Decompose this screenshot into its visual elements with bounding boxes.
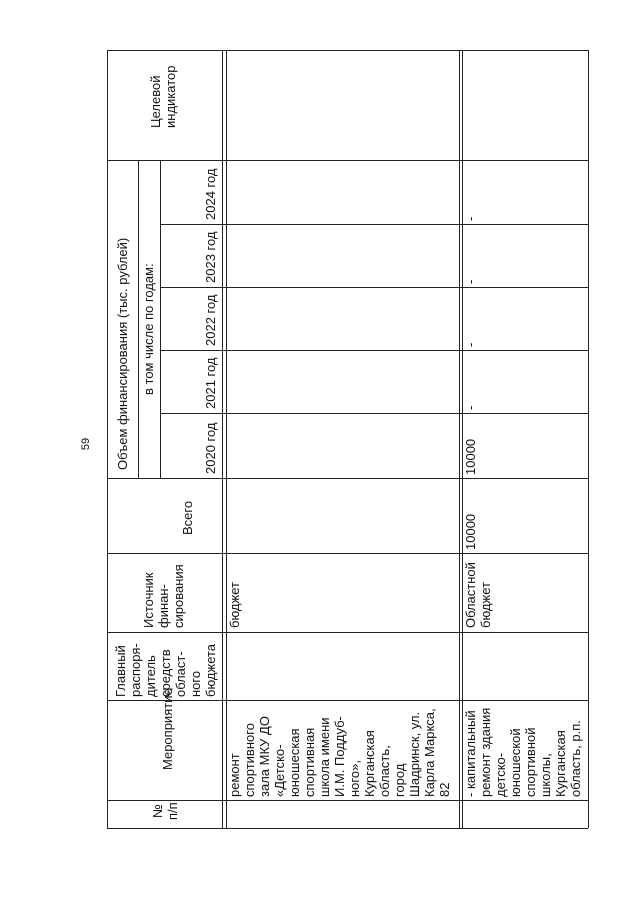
row1-measure: Карла Маркса, [422,708,437,797]
row2-measure: ремонт здания [478,707,493,797]
row2-year-2022: - [463,342,478,347]
row1-measure: зала МКУ ДО [257,716,272,797]
header-source: финан- [156,584,171,628]
table-border-bottom [107,828,588,829]
header-manager: средств [158,649,173,697]
header-manager: распоря- [128,643,143,697]
row1-measure: школа имени [317,717,332,797]
row2-year-2021: - [463,405,478,410]
col-divider-source [107,553,588,554]
row1-measure: спортивного [242,723,257,797]
volume-subheader-line [138,160,139,478]
col-divider-2021 [160,350,588,351]
row1-measure: ного», [347,760,362,797]
row1-measure: город [392,763,407,797]
row2-measure: - капитальный [463,710,478,797]
row2-total: 10000 [463,513,478,550]
row2-source: Областной [463,562,478,628]
row1-measure: область, [377,745,392,797]
row1-measure: спортивная [302,727,317,797]
by-years-subheader-line [160,160,161,478]
row1-measure: И.М. Поддуб- [332,716,347,797]
col-divider-measure [107,700,588,701]
row2-measure: школы, [538,753,553,797]
header-volume: Объем финансирования (тыс. рублей) [115,237,130,470]
header-separator-double [226,50,227,828]
table-border-right [588,50,589,828]
header-num: п/п [165,802,180,821]
header-year-2023: 2023 год [203,231,218,283]
col-divider-target [107,160,588,161]
col-divider-2020 [160,413,588,414]
header-manager: дитель [143,655,158,697]
header-manager: бюджета [203,643,218,697]
col-divider-2023 [160,224,588,225]
header-target: Целевой [148,75,163,128]
table-border-left [107,50,108,828]
row2-source: бюджет [478,582,493,628]
col-divider-volume [107,478,588,479]
header-separator [222,50,223,828]
row2-measure: юношеской [508,728,523,797]
row1-source: бюджет [227,582,242,628]
header-manager: област- [173,651,188,697]
header-source: Источник [141,572,156,628]
col-divider-manager [107,632,588,633]
table-border-top [107,50,588,51]
col-divider-2022 [160,287,588,288]
header-manager: ного [188,670,203,697]
row1-measure: Шадринск, ул. [407,711,422,797]
header-manager: Главный [113,645,128,697]
header-total: Всего [180,500,195,535]
row2-year-2020: 10000 [463,438,478,475]
page-number: 59 [80,437,93,451]
row2-year-2023: - [463,279,478,284]
row1-measure: Курганская [362,730,377,797]
row1-measure: 82 [437,782,452,797]
row2-measure: спортивной [523,727,538,797]
row2-measure: Курганская [553,730,568,797]
row1-measure: юношеская [287,728,302,797]
header-year-2021: 2021 год [203,357,218,409]
row2-measure: область, р.п. [568,720,583,797]
header-year-2022: 2022 год [203,294,218,346]
col-divider-num [107,800,588,801]
header-num: № [150,804,165,819]
header-year-2020: 2020 год [203,422,218,474]
row1-measure: «Детско- [272,744,287,797]
row-separator [459,50,460,828]
header-year-2024: 2024 год [203,168,218,220]
row2-measure: детско- [493,752,508,797]
row2-year-2024: - [463,216,478,221]
header-measure: Мероприятие [160,688,175,770]
header-source: сирования [171,564,186,628]
row1-measure: ремонт [227,753,242,797]
header-target: индикатор [163,65,178,128]
header-by-years: в том числе по годам: [141,263,156,395]
